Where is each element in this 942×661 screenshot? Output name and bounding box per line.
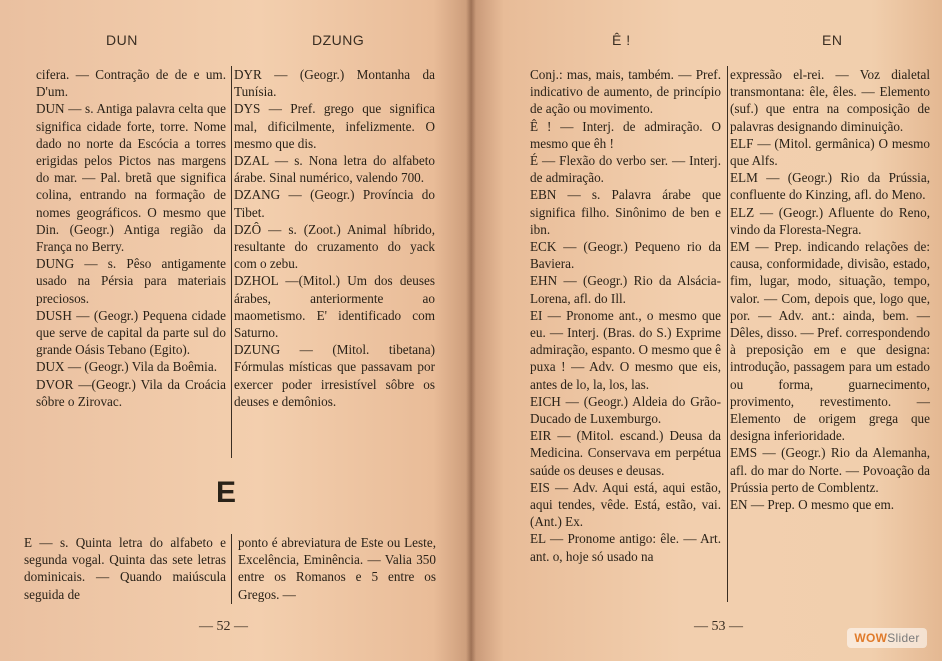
dictionary-entry: ELZ — (Geogr.) Afluente do Reno, vindo da Floresta-Negra. — [730, 204, 930, 237]
dictionary-entry: DZÔ — s. (Zoot.) Animal híbrido, resultante do cruzamento do yack com o zebu. — [234, 221, 435, 272]
dictionary-entry: E — s. Quinta letra do alfabeto e segunda vogal. Quinta das sete letras dominicais. — Quando maiúscula seguida de — [24, 535, 226, 602]
dictionary-entry: DUN — s. Antiga palavra celta que significa cidade forte, torre. Nome dado no norte da Escócia a torres erigidas pelos Pictos nas margens do mar. — Pal. bretã que significa colina, entrando na formação de nomes geográficos. O mesmo que Din. (Geogr.) Antiga região da França no Berry. — [36, 101, 226, 255]
dictionary-entry: ECK — (Geogr.) Pequeno rio da Baviera. — [530, 239, 721, 272]
dictionary-entry: DZUNG — (Mitol. tibetana) Fórmulas místicas que passavam por exercer poder irresistível sôbre os deuses e demônios. — [234, 342, 435, 409]
right-page-column-1 — [530, 66, 721, 565]
dictionary-entry: cifera. — Contração de de e um. D'um. — [36, 67, 226, 100]
dictionary-entry: EL — Pronome antigo: êle. — Art. ant. o, hoje só usado na — [530, 531, 721, 564]
dictionary-entry: Ê ! — Interj. de admiração. O mesmo que êh ! — [530, 118, 721, 151]
dictionary-entry: DUSH — (Geogr.) Pequena cidade que serve de capital da parte sul do grande Oásis Tebano (Egito). — [36, 307, 226, 358]
right-page-column-2 — [730, 66, 930, 513]
column-divider — [727, 66, 728, 602]
column-divider — [231, 66, 232, 458]
dictionary-entry: DYS — Pref. grego que significa mal, dificilmente, infelizmente. O mesmo que dis. — [234, 101, 435, 151]
left-page-column-4 — [238, 534, 436, 603]
dictionary-entry: DZANG — (Geogr.) Província do Tibet. — [234, 187, 435, 220]
dictionary-entry: ELF — (Mitol. germânica) O mesmo que Alfs. — [730, 135, 930, 169]
dictionary-entry: É — Flexão do verbo ser. — Interj. de admiração. — [530, 153, 721, 186]
dictionary-entry: Conj.: mas, mais, também. — Pref. indicativo de aumento, de princípio de ação ou movimento. — [530, 67, 721, 117]
left-header-guide-word-first: DUN — [106, 32, 138, 48]
dictionary-entry: DZHOL —(Mitol.) Um dos deuses árabes, anteriormente ao maometismo. E' identificado com Saturno. — [234, 273, 435, 341]
left-page-column-2 — [234, 66, 435, 410]
dictionary-entry: EM — Prep. indicando relações de: causa, conformidade, divisão, estado, fim, lugar, modo, situação, tempo, valor. — Com, depois que, logo que, por. — Adv. ant.: ainda, bem. — Dêles, disso. — Pref. correspondendo à preposição em e que designa: introdução, passagem para um estado ou forma, guarnecimento, provimento, revestimento. — Elemento de origem grega que designa inferioridade. — [730, 239, 930, 444]
right-header-guide-word-first: Ê ! — [612, 32, 631, 48]
dictionary-entry: DVOR —(Geogr.) Vila da Croácia sôbre o Zirovac. — [36, 376, 226, 409]
dictionary-entry: EIS — Adv. Aqui está, aqui estão, aqui tendes, vêde. Está, estão, vai. (Ant.) Ex. — [530, 479, 721, 530]
dictionary-entry: EHN — (Geogr.) Rio da Alsácia-Lorena, afl. do Ill. — [530, 273, 721, 306]
left-page-column-1 — [36, 66, 226, 410]
page-number-right: — 53 — — [694, 619, 743, 634]
dictionary-entry: expressão el-rei. — Voz dialetal transmontana: êle, êles. — Elemento (suf.) que entra na composição de palavras designando diminuição. — [730, 67, 930, 134]
dictionary-entry: EBN — s. Palavra árabe que significa filho. Sinônimo de ben e ibn. — [530, 187, 721, 237]
dictionary-entry: DYR — (Geogr.) Montanha da Tunísia. — [234, 67, 435, 100]
dictionary-entry: DUX — (Geogr.) Vila da Boêmia. — [36, 359, 217, 375]
wowslider-watermark: WOWSlider — [847, 628, 927, 648]
left-page-column-3 — [24, 534, 226, 603]
dictionary-entry: EICH — (Geogr.) Aldeia do Grão-Ducado de Luxemburgo. — [530, 393, 721, 427]
dictionary-entry: ELM — (Geogr.) Rio da Prússia, confluente do Kinzing, afl. do Meno. — [730, 170, 930, 203]
right-header-guide-word-last: EN — [822, 32, 843, 48]
dictionary-entry: DZAL — s. Nona letra do alfabeto árabe. Sinal numérico, valendo 700. — [234, 153, 435, 186]
dictionary-entry: ponto é abreviatura de Este ou Leste, Excelência, Eminência. — Valia 350 entre os Romanos e 5 entre os Gregos. — — [238, 535, 436, 602]
dictionary-entry: EI — Pronome ant., o mesmo que eu. — Interj. (Bras. do S.) Exprime admiração, espanto. O mesmo que ê puxa ! — Adv. O mesmo que eis, antes de lo, la, los, las. — [530, 307, 721, 392]
dictionary-entry: DUNG — s. Pêso antigamente usado na Pérsia para materiais preciosos. — [36, 256, 226, 306]
left-header-guide-word-last: DZUNG — [312, 32, 365, 48]
dictionary-entry: EIR — (Mitol. escand.) Deusa da Medicina. Conservava em perpétua saúde os deuses e deusas. — [530, 428, 721, 478]
book-gutter — [466, 0, 476, 661]
section-letter-heading: E — [216, 476, 237, 509]
page-number-left: — 52 — — [199, 619, 248, 634]
dictionary-entry: EMS — (Geogr.) Rio da Alemanha, afl. do mar do Norte. — Povoação da Prússia perto de Comblentz. — [730, 445, 930, 495]
column-divider — [231, 534, 232, 604]
dictionary-entry: EN — Prep. O mesmo que em. — [730, 497, 895, 513]
